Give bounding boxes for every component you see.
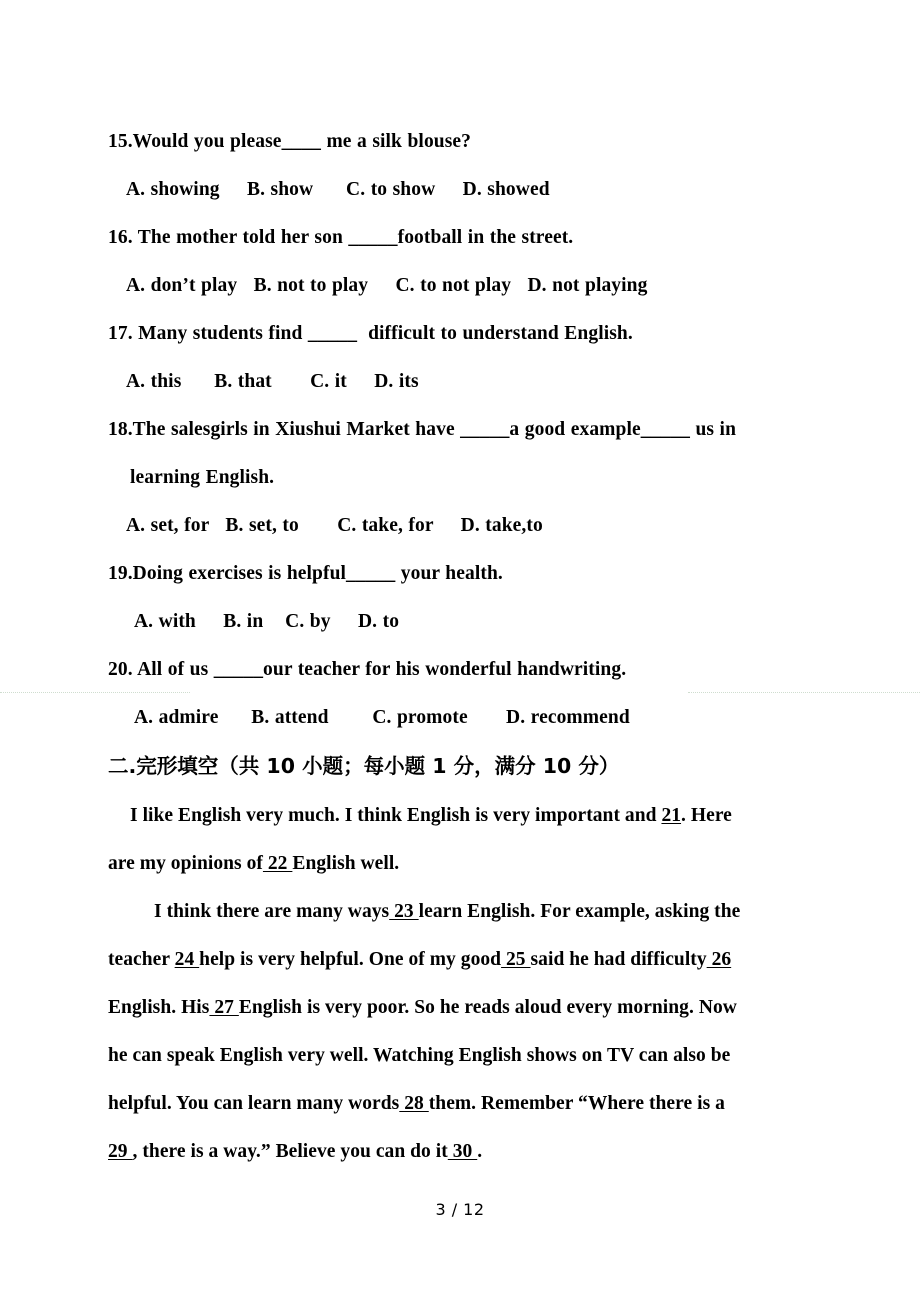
passage-text: . (477, 1141, 483, 1162)
passage-line (108, 888, 820, 936)
passage-text: are my opinions of (108, 853, 263, 874)
question-15-stem: 15.Would you please____ me a silk blouse? (108, 131, 472, 152)
question-18-stem: 18.The salesgirls in Xiushui Market have _____a good example_____ us in (108, 419, 737, 440)
passage-line (108, 984, 820, 1032)
question-17-options: A. this B. that C. it D. its (126, 371, 419, 392)
question-16-stem: 16. The mother told her son _____football in the street. (108, 227, 574, 248)
cloze-blank: 26 (706, 949, 732, 970)
passage-text: helpful. You can learn many words (108, 1093, 400, 1114)
passage-line (108, 840, 820, 888)
cloze-blank: 22 (262, 853, 293, 874)
cloze-blank: 24 (174, 949, 200, 970)
passage-text: English is very poor. So he reads aloud every morning. Now (238, 997, 737, 1018)
page-footer: 3 / 12 (435, 1200, 485, 1219)
cloze-blank: 29 (108, 1141, 133, 1162)
question-20-stem: 20. All of us _____our teacher for his wonderful handwriting. (108, 659, 627, 680)
cloze-blank: 27 (209, 997, 239, 1018)
passage-text: them. Remember “Where there is a (428, 1093, 725, 1114)
passage-text: learn English. For example, asking the (418, 901, 741, 922)
passage-text: he can speak English very well. Watching English shows on TV can also be (108, 1045, 731, 1066)
cloze-blank: 25 (501, 949, 531, 970)
passage-line (108, 792, 820, 840)
question-20-options: A. admire B. attend C. promote D. recommend (134, 707, 630, 728)
question-19-options: A. with B. in C. by D. to (134, 611, 400, 632)
passage-text: English. His (108, 997, 210, 1018)
passage-text: said he had difficulty (530, 949, 707, 970)
passage-text: I think there are many ways (154, 901, 390, 922)
section-two-heading: 二.完形填空（共 10 小题；每小题 1 分，满分 10 分） (108, 754, 620, 778)
question-16-options: A. don’t play B. not to play C. to not play D. not playing (126, 275, 648, 296)
question-19-stem: 19.Doing exercises is helpful_____ your health. (108, 563, 503, 584)
question-18-options: A. set, for B. set, to C. take, for D. take,to (126, 515, 543, 536)
question-17-stem: 17. Many students find _____ difficult to understand English. (108, 323, 633, 344)
passage-text: teacher (108, 949, 175, 970)
passage-text: I like English very much. I think English is very important and (130, 805, 662, 826)
passage-line (108, 1128, 820, 1176)
scan-artifact-dotted-rule-right (688, 692, 920, 694)
cloze-blank: 28 (399, 1093, 429, 1114)
passage-text: help is very helpful. One of my good (199, 949, 502, 970)
cloze-blank: 21 (661, 805, 682, 826)
passage-text: English well. (292, 853, 400, 874)
passage-text: . Here (681, 805, 732, 826)
cloze-passage (108, 792, 820, 1176)
question-18-stem-continued: learning English. (130, 467, 275, 488)
document-content (108, 118, 820, 1176)
cloze-blank: 30 (447, 1141, 478, 1162)
question-15-options: A. showing B. show C. to show D. showed (126, 179, 550, 200)
passage-line (108, 1080, 820, 1128)
passage-text: , there is a way.” Believe you can do it (132, 1141, 448, 1162)
passage-line (108, 1032, 820, 1080)
cloze-blank: 23 (389, 901, 419, 922)
passage-line (108, 936, 820, 984)
